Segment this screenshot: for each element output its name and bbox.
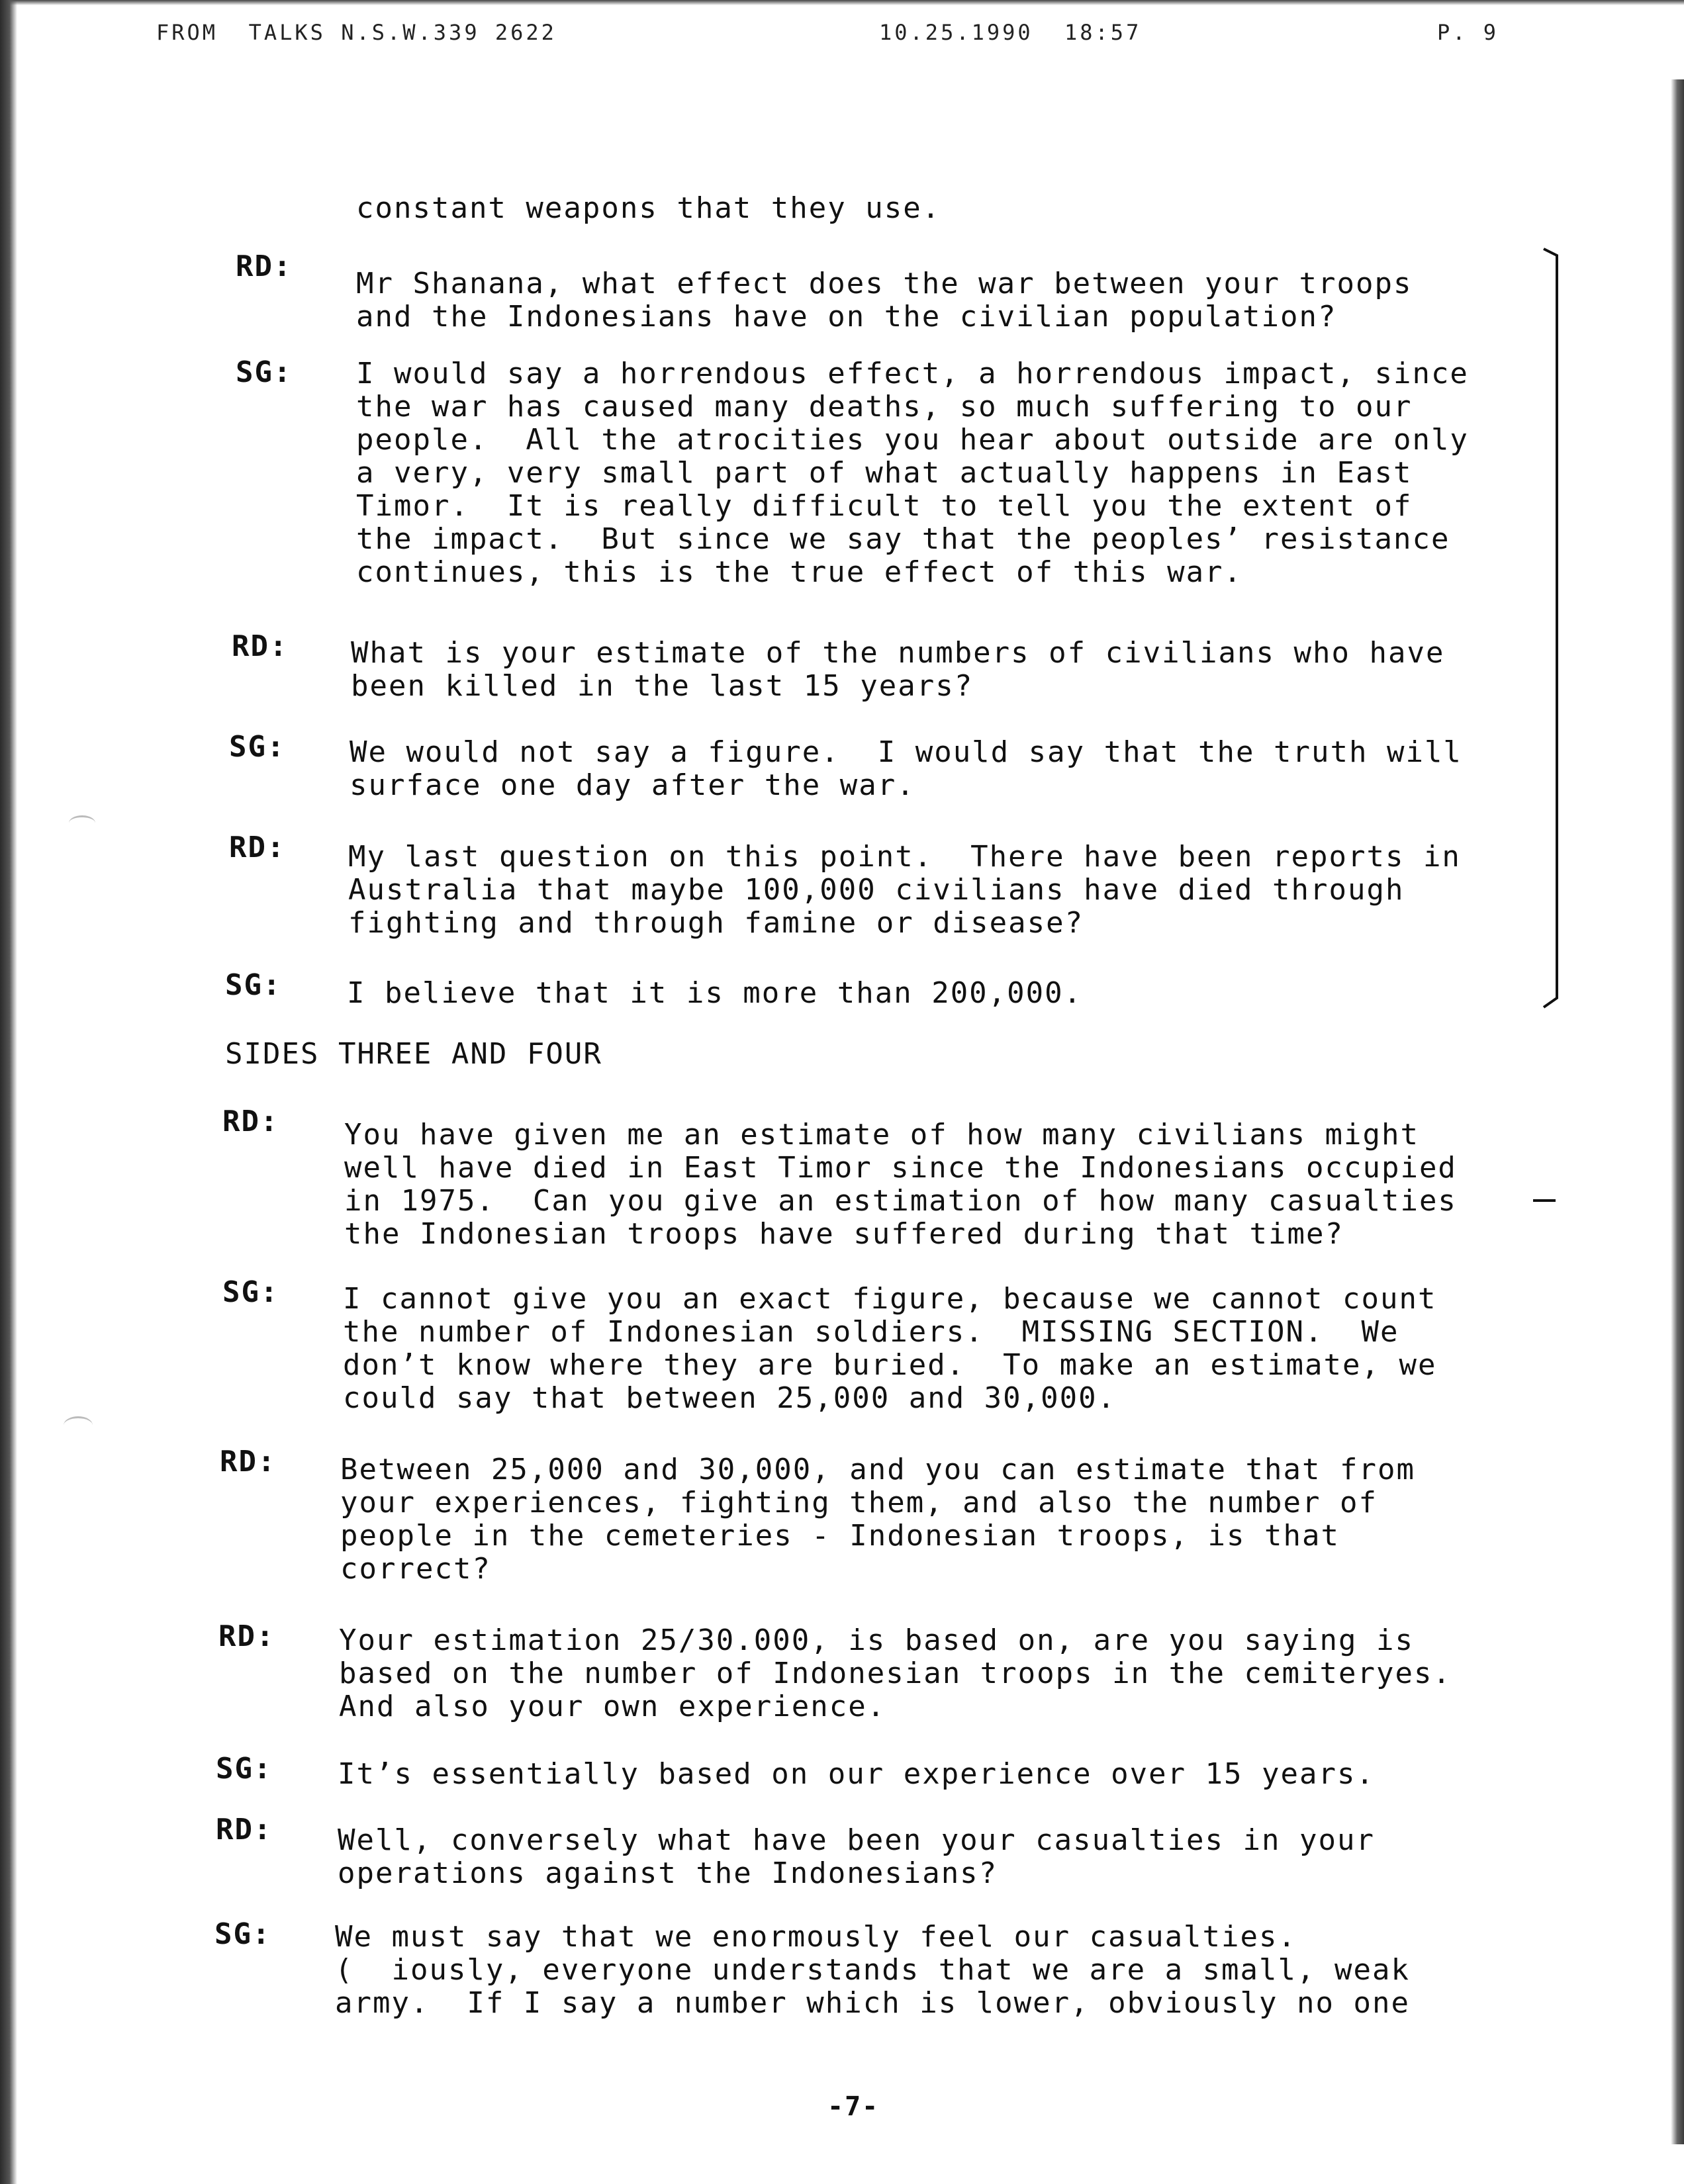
speaker-label: SG: [216,1752,273,1786]
speaker-label: RD: [232,629,289,663]
entry-text: We would not say a figure. I would say that the truth will surface one day after the war. [350,735,1462,802]
speaker-label: SG: [229,730,286,764]
fax-page-number: P. 9 [1436,20,1499,45]
margin-mark [1533,1199,1556,1202]
entry-text: Well, conversely what have been your casualties in your operations against the Indonesians? [338,1823,1375,1890]
speaker-label: RD: [222,1105,279,1138]
entry-text: Mr Shanana, what effect does the war between your troops and the Indonesians have on the civilian population? [356,267,1413,334]
speaker-label: SG: [225,968,282,1002]
fax-sender: FROM TALKS N.S.W.339 2622 [156,20,557,45]
entry-text: My last question on this point. There have been reports in Australia that maybe 100,000 civilians have died through fighting and through famine or disease? [348,840,1461,940]
scan-edge-top [0,0,1684,5]
entry-text: You have given me an estimate of how many civilians might well have died in East Timor since the Indonesians occupied in 1975. Can you give an estimation of how many casualties the Indonesian troops have suffered during that time? [344,1118,1457,1251]
section-heading: SIDES THREE AND FOUR [225,1037,602,1071]
entry-text: I believe that it is more than 200,000. [347,976,1083,1010]
transcript-continuation: constant weapons that they use. [356,191,941,225]
entry-text: What is your estimate of the numbers of civilians who have been killed in the last 15 years? [351,636,1445,703]
entry-text: I cannot give you an exact figure, because we cannot count the number of Indonesian soldiers. MISSING SECTION. We don’t know where they are buried. To make an estimate, we could say that between 25,000 and 30,000. [343,1282,1437,1415]
scan-edge-left [0,0,17,2184]
margin-bracket [1542,246,1566,1011]
speaker-label: RD: [218,1619,275,1653]
speaker-label: SG: [214,1917,271,1951]
fax-date: 10.25.1990 [879,20,1033,45]
speaker-label: RD: [220,1445,277,1479]
speaker-label: SG: [222,1275,279,1309]
speaker-label: RD: [216,1813,273,1846]
scan-smudge [69,815,95,831]
page-footer-number: -7- [827,2091,880,2122]
entry-text: We must say that we enormously feel our casualties. ( iously, everyone understands that we are a small, weak army. If I say a number which is lower, obviously no one [335,1920,1410,2020]
entry-text: It’s essentially based on our experience over 15 years. [338,1757,1375,1791]
speaker-label: RD: [229,831,286,864]
scan-edge-right [1671,79,1684,2144]
fax-header [156,20,1499,53]
entry-text: Between 25,000 and 30,000, and you can estimate that from your experiences, fighting them, and also the number of people in the cemeteries - Indonesian troops, is that correct? [340,1453,1415,1586]
scan-smudge [64,1416,93,1434]
fax-time: 18:57 [1064,20,1142,45]
speaker-label: SG: [236,355,293,389]
entry-text: Your estimation 25/30.000, is based on, are you saying is based on the number of Indonesian troops in the cemiteryes. And also your own experience. [339,1623,1452,1723]
entry-text: I would say a horrendous effect, a horrendous impact, since the war has caused many deaths, so much suffering to our people. All the atrocities you hear about outside are only a very, very small part of what actually happens in East Timor. It is really difficult to tell you the extent of the impact. But since we say that the peoples’ resistance continues, this is the true effect of this war. [356,357,1469,589]
speaker-label: RD: [236,250,293,283]
